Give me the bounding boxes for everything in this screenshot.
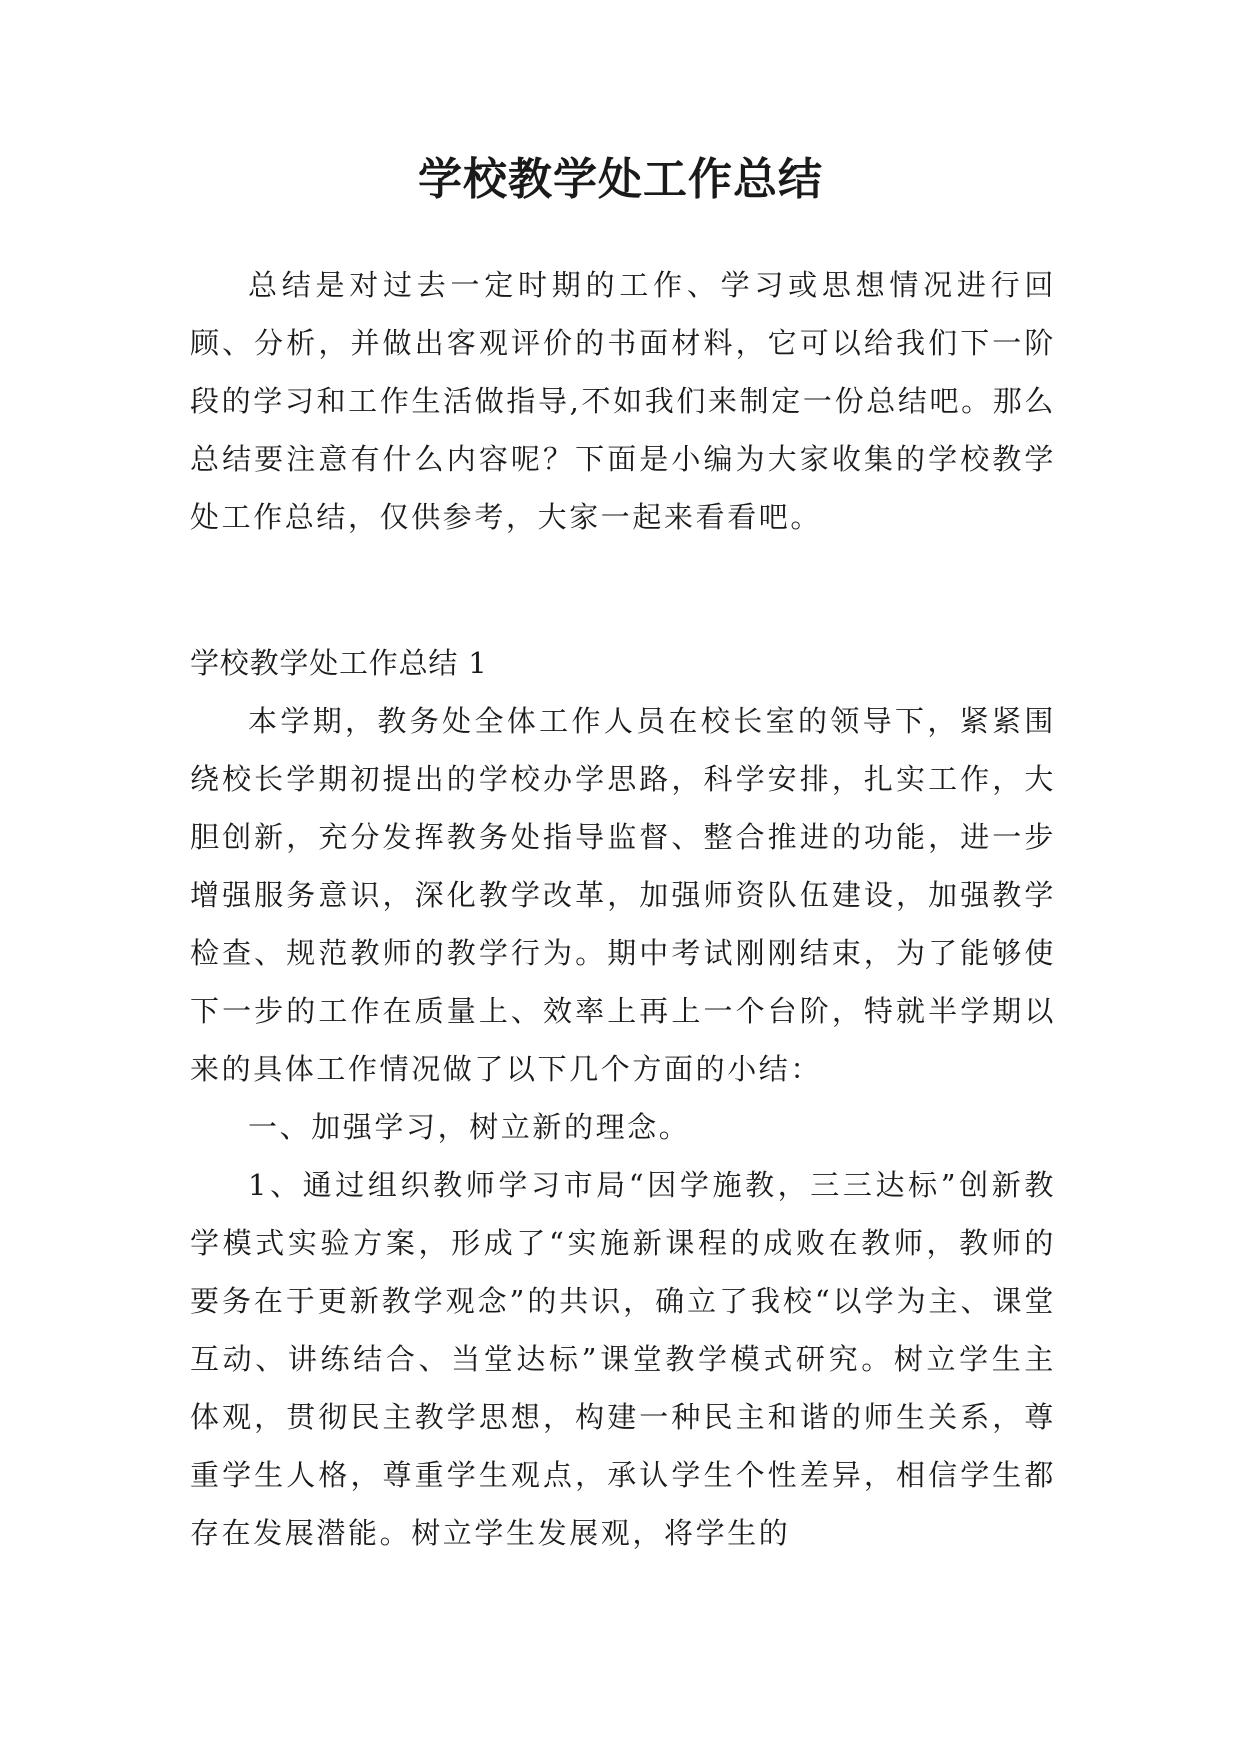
document-title: 学校教学处工作总结: [418, 154, 823, 205]
body-paragraph: 一、加强学习，树立新的理念。: [248, 1110, 691, 1144]
section-body: [190, 692, 1056, 1562]
section-title: 学校教学处工作总结 1: [190, 646, 488, 680]
intro-block: [190, 256, 1056, 546]
intro-paragraph: 总结是对过去一定时期的工作、学习或思想情况进行回顾、分析，并做出客观评价的书面材料，它可以给我们下一阶段的学习和工作生活做指导,不如我们来制定一份总结吧。那么总结要注意有什么内容呢？下面是小编为大家收集的学校教学处工作总结，仅供参考，大家一起来看看吧。: [190, 268, 1056, 534]
body-paragraph: 1、通过组织教师学习市局“因学施教，三三达标”创新教学模式实验方案，形成了“实施新课程的成败在教师，教师的要务在于更新教学观念”的共识，确立了我校“以学为主、课堂互动、讲练结合、当堂达标”课堂教学模式研究。树立学生主体观，贯彻民主教学思想，构建一种民主和谐的师生关系，尊重学生人格，尊重学生观点，承认学生个性差异，相信学生都存在发展潜能。树立学生发展观，将学生的: [190, 1168, 1056, 1550]
body-paragraph: 本学期，教务处全体工作人员在校长室的领导下，紧紧围绕校长学期初提出的学校办学思路，科学安排，扎实工作，大胆创新，充分发挥教务处指导监督、整合推进的功能，进一步增强服务意识，深化教学改革，加强师资队伍建设，加强教学检查、规范教师的教学行为。期中考试刚刚结束，为了能够使下一步的工作在质量上、效率上再上一个台阶，特就半学期以来的具体工作情况做了以下几个方面的小结：: [190, 704, 1056, 1086]
